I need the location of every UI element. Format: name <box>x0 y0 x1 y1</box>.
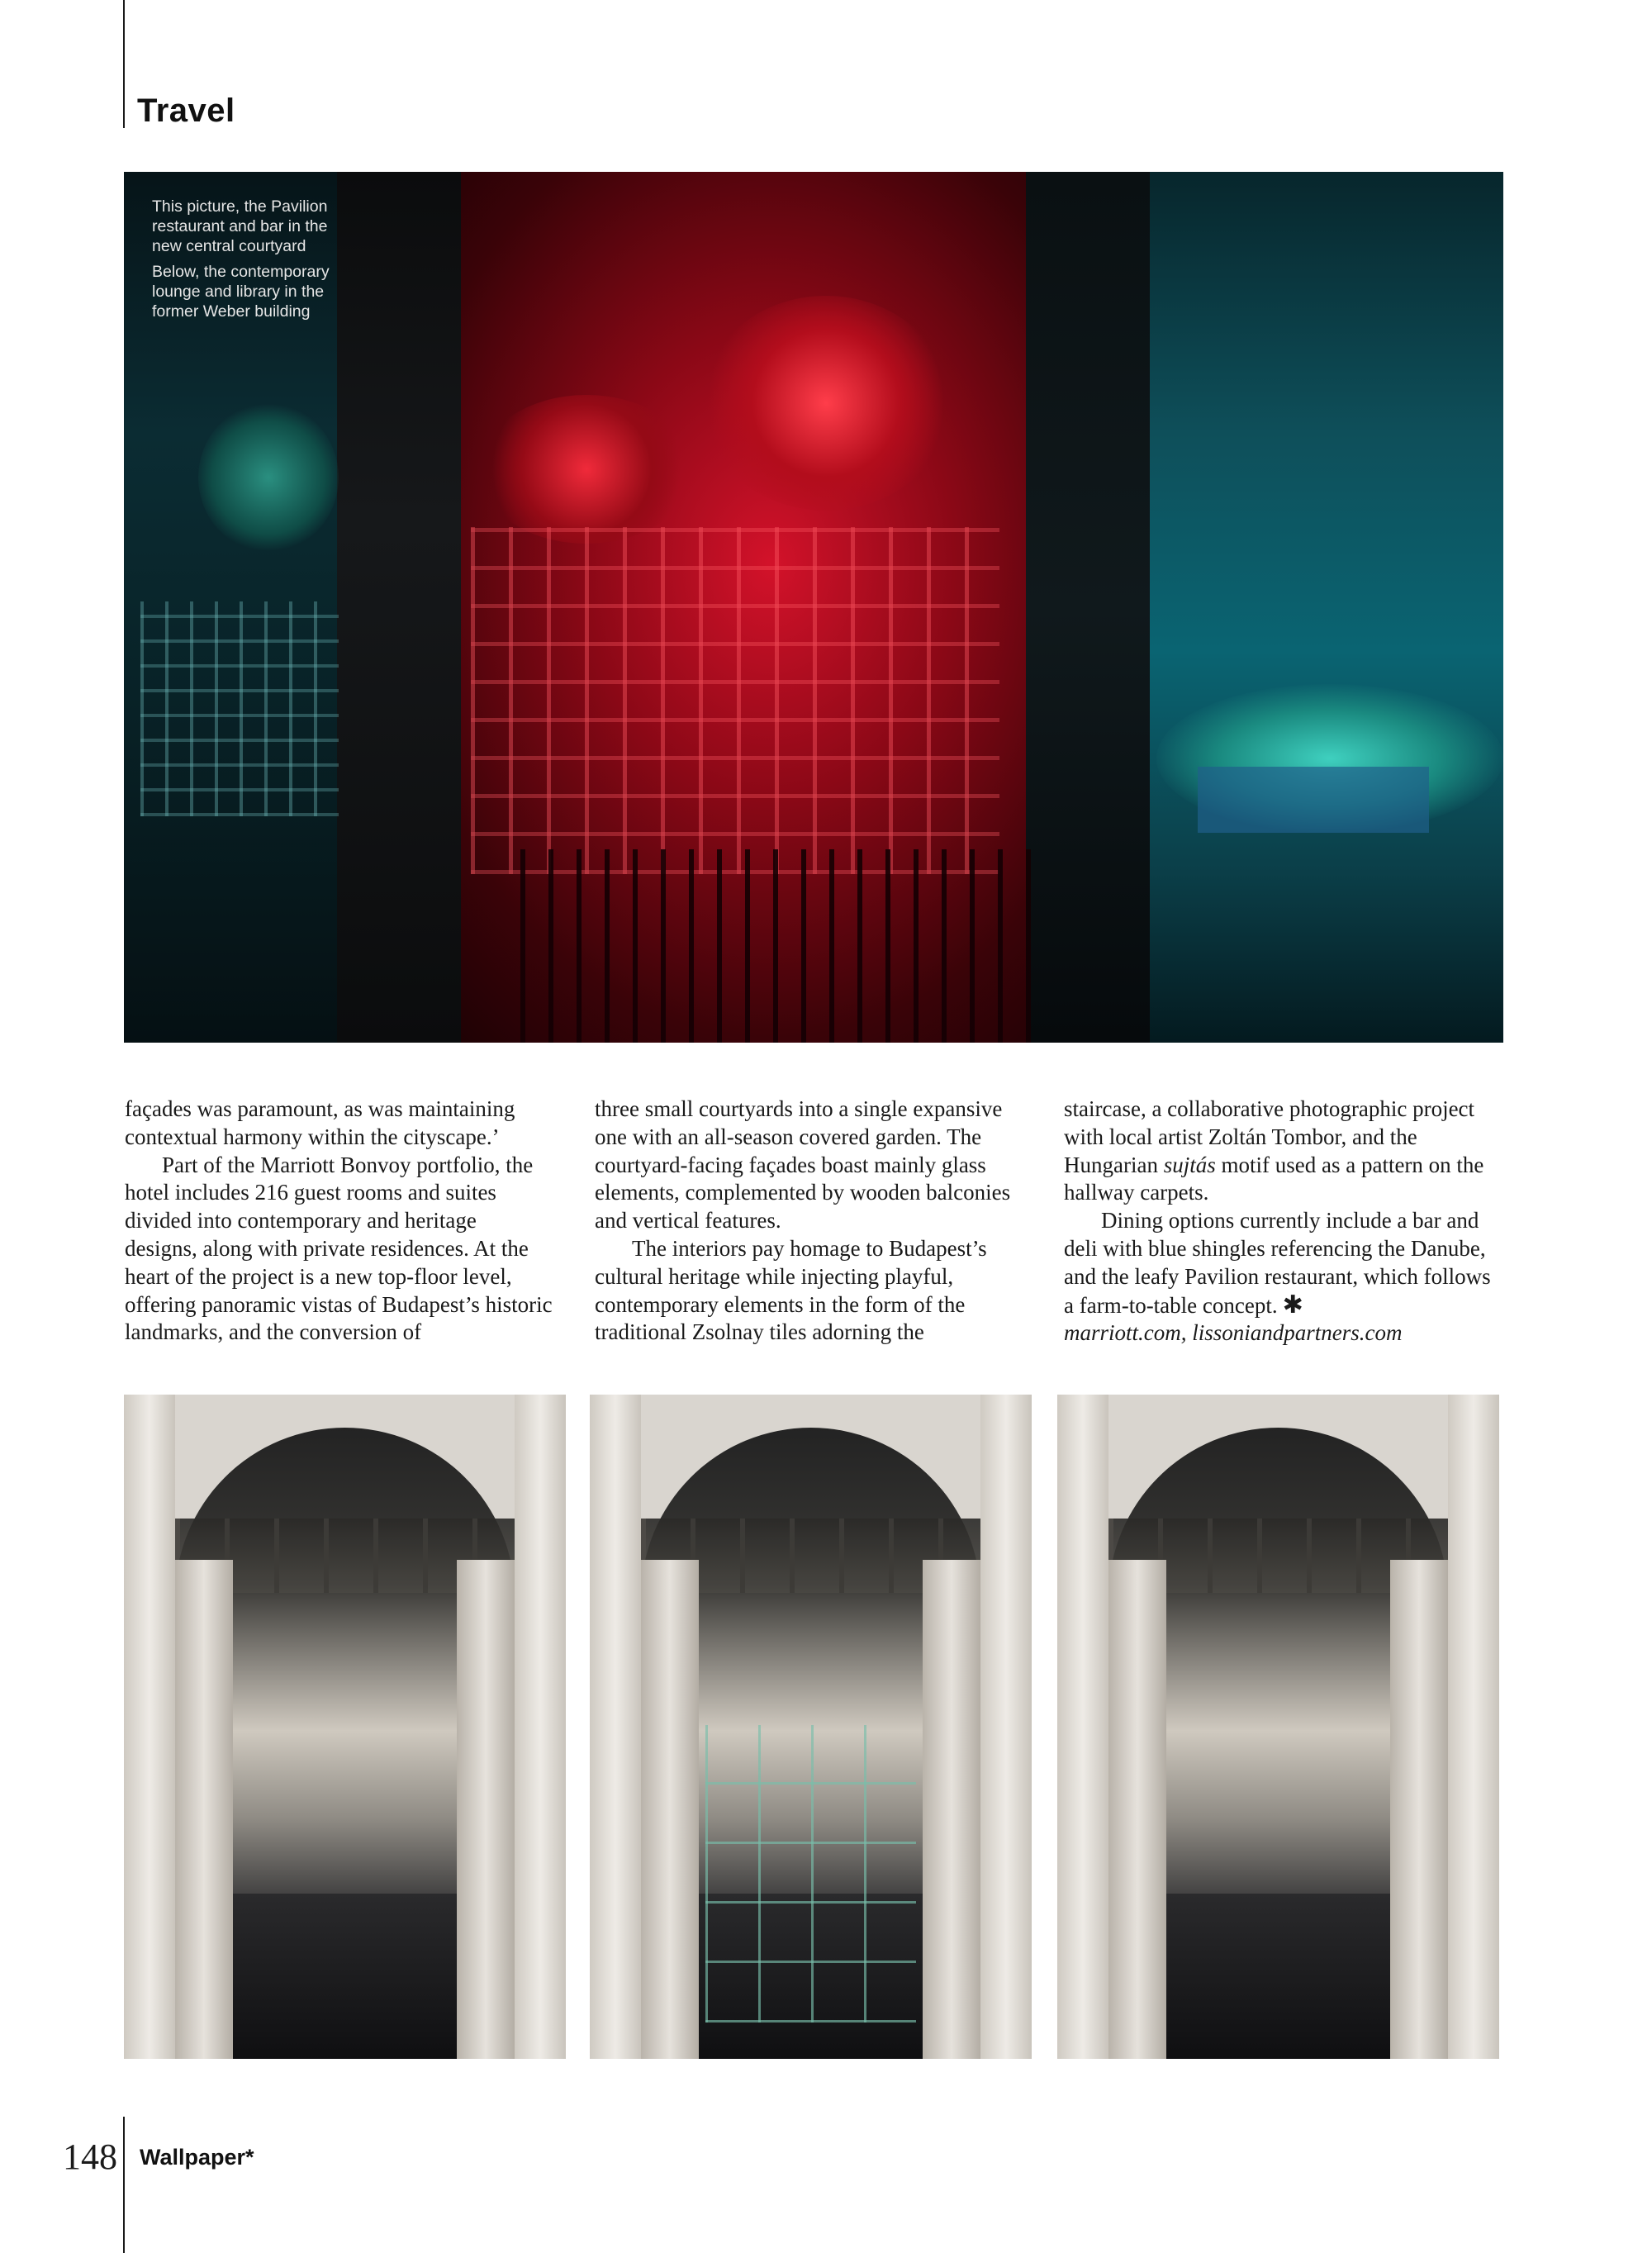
paragraph: The interiors pay homage to Budapest’s cultural heritage while injecting playful, contemporary elements in the form of the traditional Zsolnay tiles adorning the <box>595 1235 987 1345</box>
lounge-photo-left <box>124 1395 566 2059</box>
italic-term: sujtás <box>1163 1152 1216 1177</box>
paragraph: Dining options currently include a bar and deli with blue shingles referencing the Danube, and the leafy Pavilion restaurant, which follows a farm-to-table concept. ✱ <box>1064 1208 1491 1319</box>
photo-caption <box>152 197 350 327</box>
article-column-3 <box>1064 1096 1493 1348</box>
section-title: Travel <box>137 93 235 129</box>
paragraph: Part of the Marriott Bonvoy portfolio, the hotel includes 216 guest rooms and suites divided into contemporary and heritage designs, along with private residences. At the heart of the project is a new top-floor level, offering panoramic vistas of Budapest’s historic landmarks, and the conversion of <box>125 1152 553 1345</box>
glass-shelving <box>705 1725 916 2022</box>
library-photo-center <box>590 1395 1032 2059</box>
caption-line-1: This picture, the Pavilion restaurant and bar in the new central courtyard <box>152 197 328 255</box>
lounge-photo-right <box>1057 1395 1499 2059</box>
paragraph: façades was paramount, as was maintaining contextual harmony within the cityscape.’ <box>125 1096 515 1149</box>
paragraph: staircase, a collaborative photographic project with local artist Zoltán Tombor, and the Hungarian sujtás motif used as a pattern on the hallway carpets. <box>1064 1096 1484 1205</box>
vertical-rule-top <box>123 0 125 128</box>
end-mark-icon: ✱ <box>1282 1290 1303 1319</box>
caption-line-2: Below, the contemporary lounge and library in the former Weber building <box>152 263 330 321</box>
article-column-1 <box>125 1096 554 1347</box>
website-credit: marriott.com, lissoniandpartners.com <box>1064 1320 1403 1346</box>
hero-photo-pavilion-courtyard <box>124 172 1503 1043</box>
article-column-2 <box>595 1096 1024 1347</box>
magazine-brand: Wallpaper* <box>140 2145 254 2170</box>
page-number: 148 <box>63 2137 117 2177</box>
vertical-rule-bottom <box>123 2117 125 2253</box>
paragraph: three small courtyards into a single expansive one with an all-season covered garden. The courtyard-facing façades boast mainly glass elements, complemented by wooden balconies and vertical features. <box>595 1096 1011 1233</box>
